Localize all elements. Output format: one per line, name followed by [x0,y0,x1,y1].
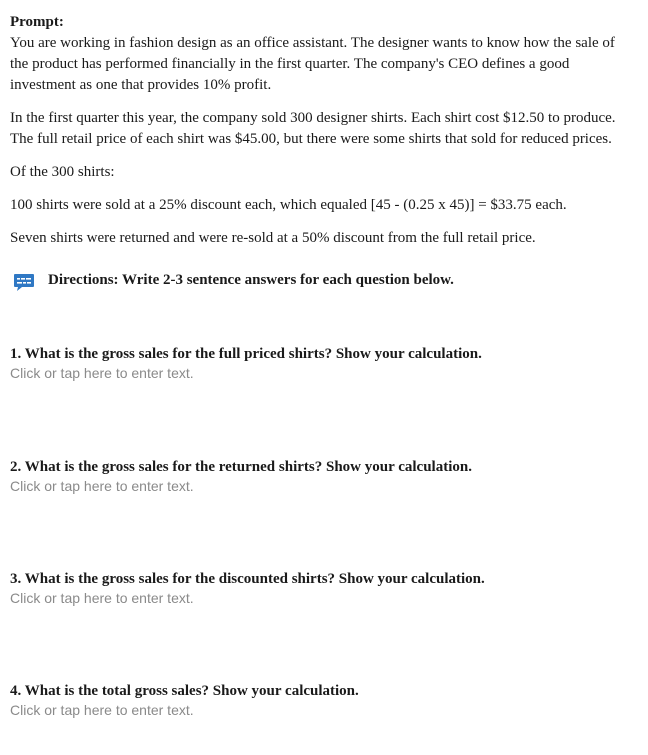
question-block [10,569,635,607]
question-label: 4. What is the total gross sales? Show your calculation. [10,683,359,699]
answer-field[interactable]: Click or tap here to enter text. [10,702,194,718]
prompt-paragraph: Seven shirts were returned and were re-sold at a 50% discount from the full retail price. [10,230,536,246]
answer-field[interactable]: Click or tap here to enter text. [10,365,194,381]
prompt-paragraph: In the first quarter this year, the company sold 300 designer shirts. Each shirt cost $12.50 to produce. The full retail price of each shirt was $45.00, but there were some shirts that sold for reduced prices. [10,110,616,147]
question-block [10,681,635,719]
directions-text: Directions: Write 2-3 sentence answers for each question below. [48,272,454,288]
directions [10,270,635,294]
question-label: 1. What is the gross sales for the full priced shirts? Show your calculation. [10,346,482,362]
answer-field[interactable]: Click or tap here to enter text. [10,478,194,494]
chat-bubble-icon [13,272,35,292]
prompt-section [10,12,635,294]
prompt-paragraph: 100 shirts were sold at a 25% discount each, which equaled [45 - (0.25 x 45)] = $33.75 each. [10,197,567,213]
question-block [10,457,635,495]
question-block [10,344,635,382]
question-label: 2. What is the gross sales for the returned shirts? Show your calculation. [10,459,472,475]
question-label: 3. What is the gross sales for the discounted shirts? Show your calculation. [10,571,485,587]
prompt-paragraph: You are working in fashion design as an office assistant. The designer wants to know how the sale of the product has performed financially in the first quarter. The company's CEO defines a good investment as one that provides 10% profit. [10,35,615,93]
prompt-paragraph: Of the 300 shirts: [10,164,115,180]
answer-field[interactable]: Click or tap here to enter text. [10,590,194,606]
prompt-title: Prompt: [10,14,64,30]
